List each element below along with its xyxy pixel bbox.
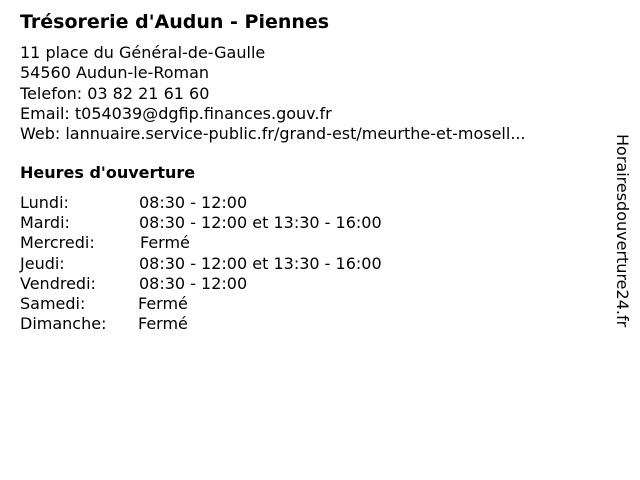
city-postal: 54560 Audun-le-Roman <box>20 63 210 83</box>
day-hours: 08:30 - 12:00 et 13:30 - 16:00 <box>139 253 382 273</box>
day-label: Mercredi: <box>20 233 95 253</box>
email-line: Email: t054039@dgfip.finances.gouv.fr <box>20 103 332 123</box>
web-line: Web: lannuaire.service-public.fr/grand-est/meurthe-et-mosell... <box>20 124 526 144</box>
day-label: Vendredi: <box>20 273 96 293</box>
day-label: Lundi: <box>20 193 69 212</box>
brand-text: Horairesdouverture24.fr <box>613 134 632 328</box>
day-hours: Fermé <box>140 233 190 253</box>
phone-line: Telefon: 03 82 21 61 60 <box>20 83 210 103</box>
day-label: Mardi: <box>20 213 70 233</box>
brand-watermark <box>612 134 632 374</box>
hours-heading: Heures d'ouverture <box>20 163 196 182</box>
day-hours: Fermé <box>138 293 188 313</box>
day-hours: 08:30 - 12:00 et 13:30 - 16:00 <box>139 213 382 233</box>
day-hours: 08:30 - 12:00 <box>139 193 248 212</box>
street-address: 11 place du Général-de-Gaulle <box>20 43 266 62</box>
address-block <box>20 43 526 144</box>
day-label: Dimanche: <box>20 314 107 334</box>
day-label: Jeudi: <box>20 253 65 273</box>
page-title: Trésorerie d'Audun - Piennes <box>20 11 330 33</box>
day-hours: Fermé <box>138 314 188 334</box>
day-label: Samedi: <box>20 293 86 313</box>
day-hours: 08:30 - 12:00 <box>139 273 248 293</box>
